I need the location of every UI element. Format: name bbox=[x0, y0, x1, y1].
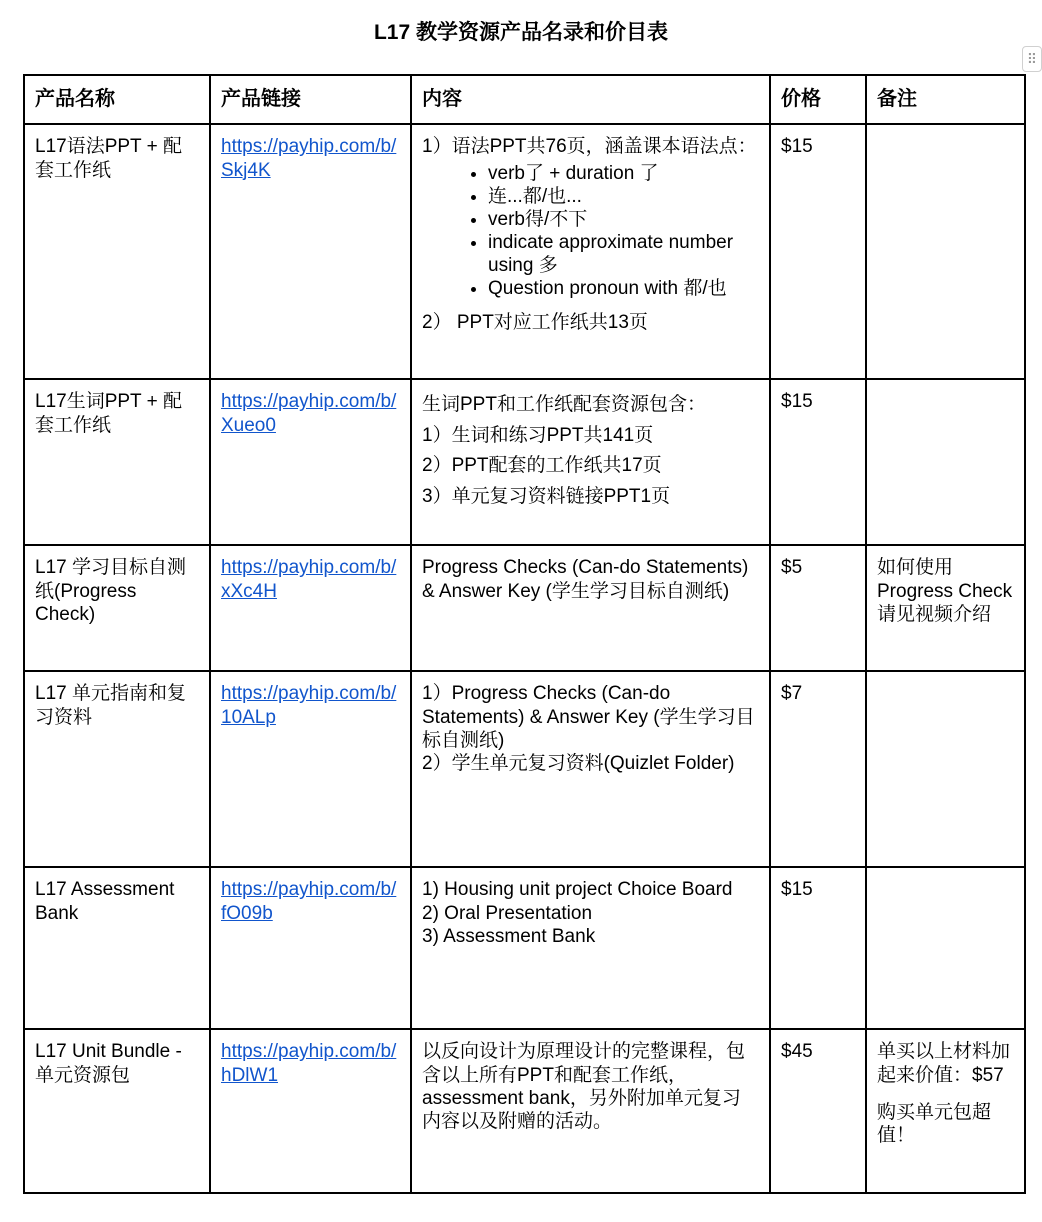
content-line: 2）学生单元复习资料(Quizlet Folder) bbox=[422, 752, 735, 774]
header-price: 价格 bbox=[770, 75, 866, 124]
content-line: 1) Housing unit project Choice Board bbox=[422, 879, 733, 901]
product-name: L17生词PPT + 配套工作纸 bbox=[24, 379, 210, 545]
product-price: $7 bbox=[770, 671, 866, 867]
product-notes bbox=[866, 1029, 1025, 1193]
list-item: • 连...都/也... bbox=[488, 185, 759, 208]
table-row bbox=[24, 1029, 1025, 1193]
list-item: • indicate approximate number using 多 bbox=[488, 231, 759, 277]
content-line: 3) Assessment Bank bbox=[422, 925, 596, 947]
product-content: Progress Checks (Can-do Statements) & Answer Key (学生学习目标自测纸) bbox=[411, 545, 770, 671]
product-content: 以反向设计为原理设计的完整课程，包含以上所有PPT和配套工作纸，assessment bank，另外附加单元复习内容以及附赠的活动。 bbox=[411, 1029, 770, 1193]
product-price: $15 bbox=[770, 867, 866, 1029]
product-name: L17 单元指南和复习资料 bbox=[24, 671, 210, 867]
table-header-row bbox=[24, 75, 1025, 124]
table-row bbox=[24, 379, 1025, 545]
product-link[interactable]: https://payhip.com/b/Xueo0 bbox=[221, 391, 397, 436]
product-name: L17语法PPT + 配套工作纸 bbox=[24, 124, 210, 379]
list-item: • verb了 + duration 了 bbox=[488, 162, 759, 185]
product-content bbox=[411, 867, 770, 1029]
product-name: L17 学习目标自测纸(Progress Check) bbox=[24, 545, 210, 671]
product-name: L17 Unit Bundle - 单元资源包 bbox=[24, 1029, 210, 1193]
grammar-point-list bbox=[422, 162, 759, 301]
table-row bbox=[24, 124, 1025, 379]
notes-line: 单买以上材料加起来价值：$57 bbox=[877, 1041, 1011, 1086]
product-link[interactable]: https://payhip.com/b/10ALp bbox=[221, 683, 397, 728]
table-row bbox=[24, 545, 1025, 671]
content-line: 2）PPT配套的工作纸共17页 bbox=[422, 455, 662, 477]
price-table bbox=[23, 74, 1026, 1194]
drag-handle-icon[interactable]: ⠿ bbox=[1022, 46, 1042, 72]
table-row bbox=[24, 867, 1025, 1029]
content-outro: 2） PPT对应工作纸共13页 bbox=[422, 311, 648, 333]
product-price: $45 bbox=[770, 1029, 866, 1193]
table-row bbox=[24, 671, 1025, 867]
product-price: $15 bbox=[770, 379, 866, 545]
content-line: 1）生词和练习PPT共141页 bbox=[422, 424, 654, 446]
product-link[interactable]: https://payhip.com/b/fO09b bbox=[221, 879, 397, 924]
product-content bbox=[411, 124, 770, 379]
product-content bbox=[411, 379, 770, 545]
product-link[interactable]: https://payhip.com/b/hDlW1 bbox=[221, 1041, 397, 1086]
product-notes bbox=[866, 867, 1025, 1029]
product-notes bbox=[866, 379, 1025, 545]
product-link[interactable]: https://payhip.com/b/Skj4K bbox=[221, 136, 397, 181]
content-intro: 1）语法PPT共76页，涵盖课本语法点： bbox=[422, 136, 757, 158]
product-notes: 如何使用Progress Check请见视频介绍 bbox=[866, 545, 1025, 671]
header-name: 产品名称 bbox=[24, 75, 210, 124]
content-line: 3）单元复习资料链接PPT1页 bbox=[422, 485, 671, 507]
content-line: 1）Progress Checks (Can-do Statements) & Answer Key (学生学习目标自测纸) bbox=[422, 683, 755, 751]
page-title: L17 教学资源产品名录和价目表 bbox=[373, 21, 669, 44]
product-link[interactable]: https://payhip.com/b/xXc4H bbox=[221, 557, 397, 602]
product-content bbox=[411, 671, 770, 867]
content-line: 生词PPT和工作纸配套资源包含： bbox=[422, 394, 706, 416]
header-content: 内容 bbox=[411, 75, 770, 124]
list-item: • Question pronoun with 都/也 bbox=[488, 277, 759, 300]
header-notes: 备注 bbox=[866, 75, 1025, 124]
product-price: $15 bbox=[770, 124, 866, 379]
product-name: L17 Assessment Bank bbox=[24, 867, 210, 1029]
product-notes bbox=[866, 124, 1025, 379]
product-price: $5 bbox=[770, 545, 866, 671]
product-notes bbox=[866, 671, 1025, 867]
content-line: 2) Oral Presentation bbox=[422, 902, 593, 924]
list-item: • verb得/不下 bbox=[488, 208, 759, 231]
header-link: 产品链接 bbox=[210, 75, 411, 124]
notes-line: 购买单元包超值！ bbox=[877, 1101, 992, 1146]
